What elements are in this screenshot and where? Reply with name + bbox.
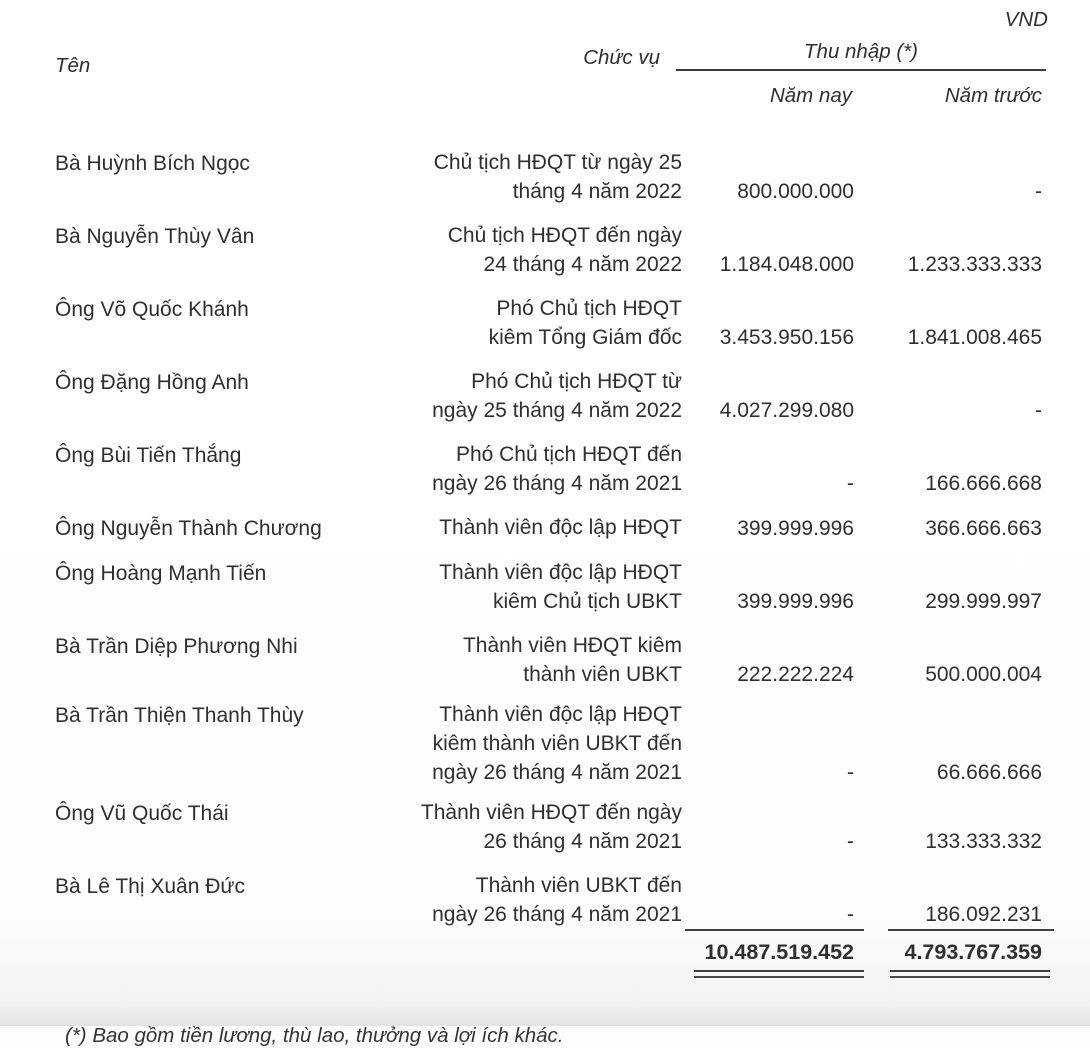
column-header-current-year: Năm nay	[769, 84, 852, 107]
total-current-year: 10.487.519.452	[704, 940, 854, 964]
income-prior-year: 500.000.004	[925, 663, 1042, 686]
income-prior-year: 366.666.663	[925, 517, 1042, 540]
member-name: Ông Võ Quốc Khánh	[55, 298, 249, 321]
member-position: Thành viên độc lập HĐQT kiêm Chủ tịch UBKT	[439, 561, 682, 613]
income-prior-year: 66.666.666	[936, 761, 1042, 784]
income-prior-year: 186.092.231	[925, 903, 1042, 926]
member-position: Chủ tịch HĐQT từ ngày 25 tháng 4 năm 2022	[433, 151, 682, 203]
income-current-year: 399.999.996	[737, 517, 854, 540]
table-row	[55, 871, 1090, 929]
income-current-year: -	[847, 761, 854, 784]
table-row	[55, 631, 1090, 689]
table-row	[55, 513, 1090, 543]
member-name: Ông Hoàng Mạnh Tiến	[55, 562, 267, 585]
member-name: Ông Bùi Tiến Thắng	[55, 444, 242, 467]
table-header	[0, 0, 1090, 148]
table-row	[55, 700, 1090, 787]
member-name: Bà Trần Thiện Thanh Thùy	[55, 704, 304, 727]
income-prior-year: -	[1035, 180, 1042, 203]
income-prior-year: 166.666.668	[925, 472, 1042, 495]
income-current-year: -	[847, 903, 854, 926]
column-header-income-group: Thu nhập (*)	[676, 40, 1046, 71]
table-row	[55, 221, 1090, 279]
member-position: Thành viên HĐQT đến ngày 26 tháng 4 năm 2021	[420, 801, 682, 853]
table-row	[55, 294, 1090, 352]
table-body	[0, 148, 1090, 929]
income-prior-year: 1.233.333.333	[907, 253, 1042, 276]
member-position: Phó Chủ tịch HĐQT kiêm Tổng Giám đốc	[488, 297, 682, 349]
member-name: Bà Nguyễn Thùy Vân	[55, 225, 255, 248]
income-prior-year: 133.333.332	[925, 830, 1042, 853]
income-current-year: 800.000.000	[737, 180, 854, 203]
total-prior-year-cell	[862, 927, 1050, 978]
member-name: Ông Đặng Hồng Anh	[55, 371, 249, 394]
member-position: Phó Chủ tịch HĐQT đến ngày 26 tháng 4 năm 2021	[432, 443, 682, 495]
income-current-year: 4.027.299.080	[719, 399, 854, 422]
total-current-year-cell	[690, 927, 862, 978]
total-prior-year: 4.793.767.359	[904, 940, 1042, 964]
member-position: Thành viên độc lập HĐQT	[439, 516, 682, 539]
column-header-prior-year: Năm trước	[944, 84, 1042, 107]
table-row	[55, 440, 1090, 498]
member-name: Ông Nguyễn Thành Chương	[55, 517, 322, 540]
income-prior-year: 1.841.008.465	[907, 326, 1042, 349]
member-position: Thành viên độc lập HĐQT kiêm thành viên UBKT đến ngày 26 tháng 4 năm 2021	[432, 703, 682, 784]
income-current-year: -	[847, 472, 854, 495]
income-current-year: 1.184.048.000	[719, 253, 854, 276]
footnote: (*) Bao gồm tiền lương, thù lao, thưởng và lợi ích khác.	[65, 1024, 564, 1047]
member-position: Thành viên HĐQT kiêm thành viên UBKT	[462, 634, 682, 686]
member-name: Bà Trần Diệp Phương Nhi	[55, 635, 298, 658]
income-current-year: -	[847, 830, 854, 853]
totals-row	[0, 927, 1090, 978]
table-row	[55, 367, 1090, 425]
member-name: Bà Lê Thị Xuân Đức	[55, 875, 245, 898]
column-header-name: Tên	[55, 54, 91, 77]
table-row	[55, 558, 1090, 616]
income-prior-year: 299.999.997	[925, 590, 1042, 613]
column-header-position: Chức vụ	[583, 46, 660, 69]
member-position: Thành viên UBKT đến ngày 26 tháng 4 năm 2021	[432, 874, 682, 926]
member-name: Bà Huỳnh Bích Ngọc	[55, 152, 250, 175]
income-current-year: 222.222.224	[737, 663, 854, 686]
totals-double-rule	[694, 970, 864, 978]
income-current-year: 399.999.996	[737, 590, 854, 613]
table-row	[55, 148, 1090, 206]
member-position: Phó Chủ tịch HĐQT từ ngày 25 tháng 4 năm 2022	[432, 370, 682, 422]
income-prior-year: -	[1035, 399, 1042, 422]
member-position: Chủ tịch HĐQT đến ngày 24 tháng 4 năm 2022	[447, 224, 682, 276]
member-name: Ông Vũ Quốc Thái	[55, 802, 229, 825]
currency-label: VND	[1004, 8, 1048, 31]
income-current-year: 3.453.950.156	[719, 326, 854, 349]
totals-double-rule	[890, 970, 1050, 978]
table-row	[55, 798, 1090, 856]
